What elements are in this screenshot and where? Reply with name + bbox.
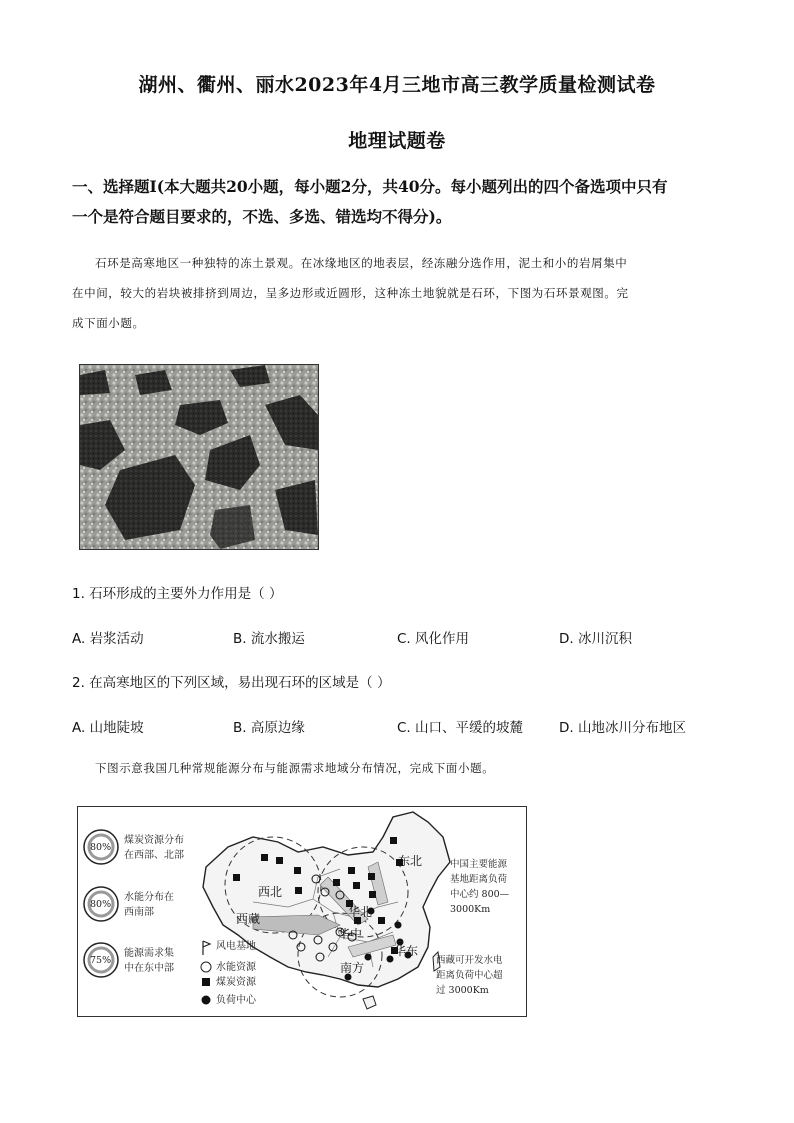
passage-energy-line: 下图示意我国几种常规能源分布与能源需求地域分布情况，完成下面小题。 [95, 761, 495, 775]
stat-2-line1: 水能分布在 [124, 892, 174, 903]
stat-1-line2: 在西部、北部 [124, 850, 184, 861]
stat-3-line2: 中在东中部 [124, 963, 174, 974]
passage-line3: 成下面小题。 [72, 316, 145, 330]
legend-wind: 风电基地 [216, 941, 256, 952]
passage-line1: 石环是高寒地区一种独特的冻土景观。在冰缘地区的地表层，经冻融分选作用，泥土和小的岩屑集中 [95, 256, 628, 270]
legend-hydro: 水能资源 [216, 962, 256, 973]
region-northwest: 西北 [258, 885, 283, 899]
stat-3-percent: 75% [90, 955, 112, 966]
note-tibet-hydro [436, 953, 503, 998]
region-tibet: 西藏 [236, 912, 261, 926]
region-northeast: 东北 [398, 854, 423, 868]
question-2-stem: 2. 在高寒地区的下列区域，易出现石环的区域是（ ） [72, 675, 391, 691]
note2-line2: 距离负荷中心超 [436, 970, 503, 981]
q1-option-c[interactable]: C. 风化作用 [397, 631, 470, 647]
stat-2-percent: 80% [90, 899, 112, 910]
q1-option-b[interactable]: B. 流水搬运 [233, 631, 305, 647]
section-heading [72, 172, 732, 232]
stone-ring-photo [79, 364, 319, 550]
energy-map [77, 806, 527, 1017]
note1-line4: 3000Km [450, 904, 491, 915]
q1-option-a[interactable]: A. 岩浆活动 [72, 631, 144, 647]
region-central-china: 华中 [338, 927, 363, 941]
region-south: 南方 [340, 961, 365, 975]
passage-stone-ring [72, 248, 722, 338]
note1-line2: 基地距离负荷 [450, 874, 508, 885]
stat-2-line2: 西南部 [124, 907, 154, 918]
q2-option-a[interactable]: A. 山地陡坡 [72, 720, 144, 736]
q2-option-b[interactable]: B. 高原边缘 [233, 720, 305, 736]
passage-line2: 在中间，较大的岩块被排挤到周边，呈多边形或近圆形，这种冻土地貌就是石环，下图为石环景观图。完 [72, 286, 629, 300]
q2-option-d[interactable]: D. 山地冰川分布地区 [559, 720, 686, 736]
section-heading-line1: 一、选择题Ⅰ(本大题共20小题，每小题2分，共40分。每小题列出的四个备选项中只有 [72, 177, 668, 196]
region-north-china: 华北 [348, 905, 373, 919]
note1-line1: 中国主要能源 [450, 859, 508, 870]
section-heading-line2: 一个是符合题目要求的，不选、多选、错选均不得分)。 [72, 207, 452, 226]
stat-2-text [124, 890, 174, 920]
stat-1-percent: 80% [90, 842, 112, 853]
exam-subtitle: 地理试题卷 [348, 130, 446, 152]
legend-load: 负荷中心 [216, 995, 256, 1006]
note2-line1: 西藏可开发水电 [436, 955, 503, 966]
stat-1-text [124, 833, 184, 863]
region-east-china: 华东 [394, 944, 419, 958]
question-1-stem: 1. 石环形成的主要外力作用是（ ） [72, 586, 283, 602]
legend-symbols [201, 941, 211, 1005]
note1-line3: 中心约 800— [450, 889, 510, 900]
exam-title: 湖州、衢州、丽水2023年4月三地市高三教学质量检测试卷 [138, 74, 656, 96]
stat-3-line1: 能源需求集 [124, 948, 174, 959]
stat-3-text [124, 946, 174, 976]
stat-1-line1: 煤炭资源分布 [124, 835, 184, 846]
q1-option-d[interactable]: D. 冰川沉积 [559, 631, 632, 647]
note-energy-base [450, 857, 509, 917]
note2-line3: 过 3000Km [436, 985, 489, 996]
q2-option-c[interactable]: C. 山口、平缓的坡麓 [397, 720, 524, 736]
legend-coal: 煤炭资源 [216, 977, 256, 988]
passage-energy [72, 753, 722, 783]
